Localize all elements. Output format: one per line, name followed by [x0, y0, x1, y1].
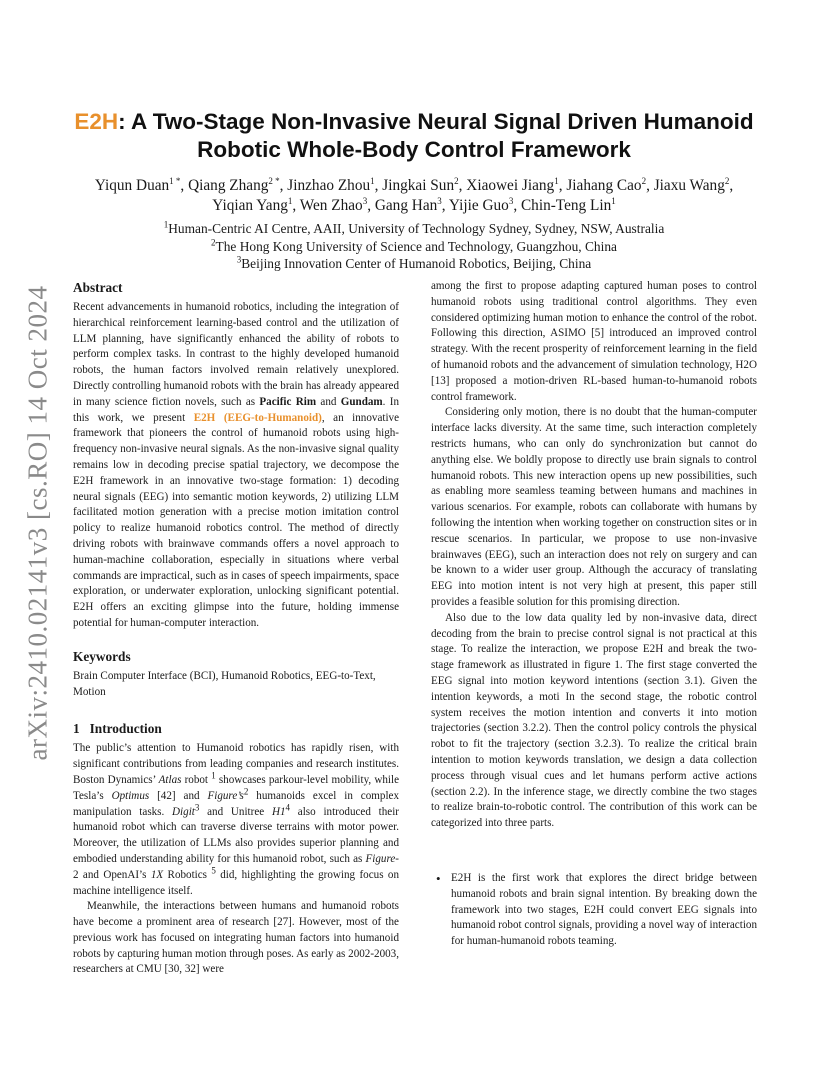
arxiv-stamp: [22, 285, 54, 761]
author-list: Yiqun Duan$^{1 *}$, Qiang Zhang$^{2 *}$, Jinzhao Zhou$^1$, Jingkai Sun$^2$, Xiaowei Jiang$^1$, Jiahang Cao$^2$, Jiaxu Wang$^2$, Yiqian Yang$^1$, Wen Zhao$^3$, Gang Han$^3$, Yijie Guo$^3$, Chin-Teng Lin$^1$: [94, 175, 734, 214]
author-name: Wen Zhao$^3$: [299, 195, 368, 214]
affiliation-line: $^2$The Hong Kong University of Science and Technology, Guangzhou, China: [211, 237, 617, 254]
intro-paragraph-1: The public’s attention to Humanoid robotics has rapidly risen, with significant contributions from leading companies and research institutes. Boston Dynamics’ Atlas robot $^1$ showcases parkour-level mobility, while Tesla’s Optimus [42] and $Figure’s^2$ humanoids excel in complex manipulation tasks. Digit$^3$ and Unitree $H1^4$ also introduced their humanoid robot which can traverse diverse terrains with motor power. Moreover, the utilization of LLMs also provides superior planning and embodied understanding ability for this humanoid robot, such as Figure-2 and OpenAI’s 1X Robotics $^5$ did, highlighting the growing focus on machine intelligence itself.: [73, 742, 399, 897]
abstract-bold-2: Gundam: [340, 395, 383, 408]
author-name: Yijie Guo$^3$: [448, 195, 514, 214]
contribution-item: • E2H is the first work that explores the direct bridge between humanoid robots and brain signal intention. By breaking down the framework into two stages, E2H could convert EEG signals into humanoid robot control signals, providing a novel way of interaction for human-humanoid robots teaming.: [451, 871, 757, 950]
author-name: Jiahang Cao$^2$: [566, 175, 647, 194]
author-name: Jingkai Sun$^2$: [382, 175, 459, 194]
abstract-bold-1: Pacific Rim: [259, 395, 317, 408]
keywords-text: Brain Computer Interface (BCI), Humanoid Robotics, EEG-to-Text, Motion: [73, 669, 376, 698]
intro-paragraph-3: Considering only motion, there is no doubt that the human-computer interface lacks diversity. At the same time, such interaction completely restricts humans, who can only do synchronization but cannot do anything else. We boldly propose to directly use brain signals to control humanoid robots. This new interaction opens up new possibilities, such as enabling more seamless teaming between humans and machines in various scenarios. For example, robots can collaborate with humans by following the intention when working together on construction sites or in rescue scenarios. In particular, we propose to use non-invasive brainwaves (EEG), such an interaction does not rely on surgery and can be known to a wider user group. Although the accuracy of translating EEG into motion intent is not very high at present, this paper still provides a feasible solution for this promising direction.: [431, 406, 757, 608]
left-column: [73, 279, 399, 978]
author-name: Xiaowei Jiang$^1$: [466, 175, 559, 194]
arxiv-stamp-text: arXiv:2410.02141v3 [cs.RO] 14 Oct 2024: [22, 285, 53, 761]
affiliation-line: $^3$Beijing Innovation Center of Humanoid Robotics, Beijing, China: [236, 254, 592, 271]
paper-title: [60, 108, 768, 164]
author-name: Chin-Teng Lin$^1$: [520, 195, 616, 214]
intro-paragraph-2: Meanwhile, the interactions between humans and humanoid robots have become a prominent area of research [27]. However, most of the previous work has focused on integrating human factors into humanoid robots by capturing human motion through poses. As early as 2002-2003, researchers at CMU [30, 32] were: [73, 900, 399, 976]
title-accent: E2H: [74, 109, 119, 134]
contribution-list: [451, 871, 757, 950]
abstract-heading: Abstract: [73, 280, 123, 295]
right-column: [431, 279, 757, 832]
author-name: Jinzhao Zhou$^1$: [287, 175, 375, 194]
author-name: Qiang Zhang$^{2 *}$: [188, 175, 280, 194]
keywords-heading: Keywords: [73, 648, 131, 664]
introduction-heading: 1 Introduction: [73, 721, 162, 737]
author-name: Jiaxu Wang$^2$: [653, 175, 730, 194]
abstract-text: Recent advancements in humanoid robotics, including the integration of hierarchical reinforcement learning-based control and the utilization of LLM planning, have significantly enhanced the ability of robots to perform complex tasks. In contrast to the highly developed humanoid robots, the human factors involved remain relatively unexplored. Directly controlling humanoid robots with the brain has already appeared in many science fiction novels, such as Pacific Rim and Gundam. In this work, we present E2H (EEG-to-Humanoid), an innovative framework that pioneers the control of humanoid robots using high-frequency non-invasive neural signals. As the non-invasive signal quality remains low in decoding precise spatial trajectory, we decompose the E2H framework in an innovative two-stage formation: 1) decoding neural signals (EEG) into semantic motion keywords, 2) utilizing LLM facilitated motion generation with a precise motion imitation control policy to realize humanoid robotics control. The method of directly driving robots with brainwave commands offers a novel approach to human-machine collaboration, especially in situations where verbal commands are impractical, such as in cases of speech impairments, space exploration, or underwater exploration, unlocking significant potential. E2H offers an exciting glimpse into the future, holding immense potential for human-computer interaction.: [73, 301, 400, 629]
intro-paragraph-2-cont: among the first to propose adapting captured human poses to control humanoid robots using traditional control algorithms. They even considered optimizing human motion to enhance the control of the robot. Following this direction, ASIMO [5] introduced an improved control strategy. With the recent prosperity of reinforcement learning in the field of humanoid robots and the advancement of simulation technology, H2O [13] proposed a motion-driven RL-based human-to-humanoid robots control framework.: [431, 280, 757, 403]
affiliation-line: $^1$Human-Centric AI Centre, AAII, University of Technology Sydney, Sydney, NSW, Australia: [163, 219, 665, 236]
affiliation-list: [80, 220, 748, 273]
intro-paragraph-4: Also due to the low data quality led by non-invasive data, direct decoding from the brain to precise control signal is not practical at this stage. To realize the interaction, we propose E2H and break the two-stage framework as illustrated in figure 1. The first stage converted the EEG signal into motion keyword intentions (section 3.1). Given the intention keywords, a moti In the second stage, the robotic control system receives the motion intention and converts it into motion trajectories (section 3.2.2). Then the control policy controls the physical robot to fit the trajectory (section 3.2.3). To realize the critical brain intention to motion keywords translation, we design a data collection process through visual cues and let humans perform active actions (section 2.2). In the inference stage, we directly combine the two stages to realize brain-to-robotic control. The contribution of this work can be categorized into three parts.: [431, 611, 757, 830]
author-name: Gang Han$^3$: [374, 195, 442, 214]
author-name: Yiqian Yang$^1$: [212, 195, 293, 214]
e2h-link[interactable]: E2H (EEG-to-Humanoid): [193, 411, 322, 424]
title-rest: : A Two-Stage Non-Invasive Neural Signal Driven Humanoid Robotic Whole-Body Control Framework: [118, 109, 754, 162]
author-name: Yiqun Duan$^{1 *}$: [94, 175, 181, 194]
